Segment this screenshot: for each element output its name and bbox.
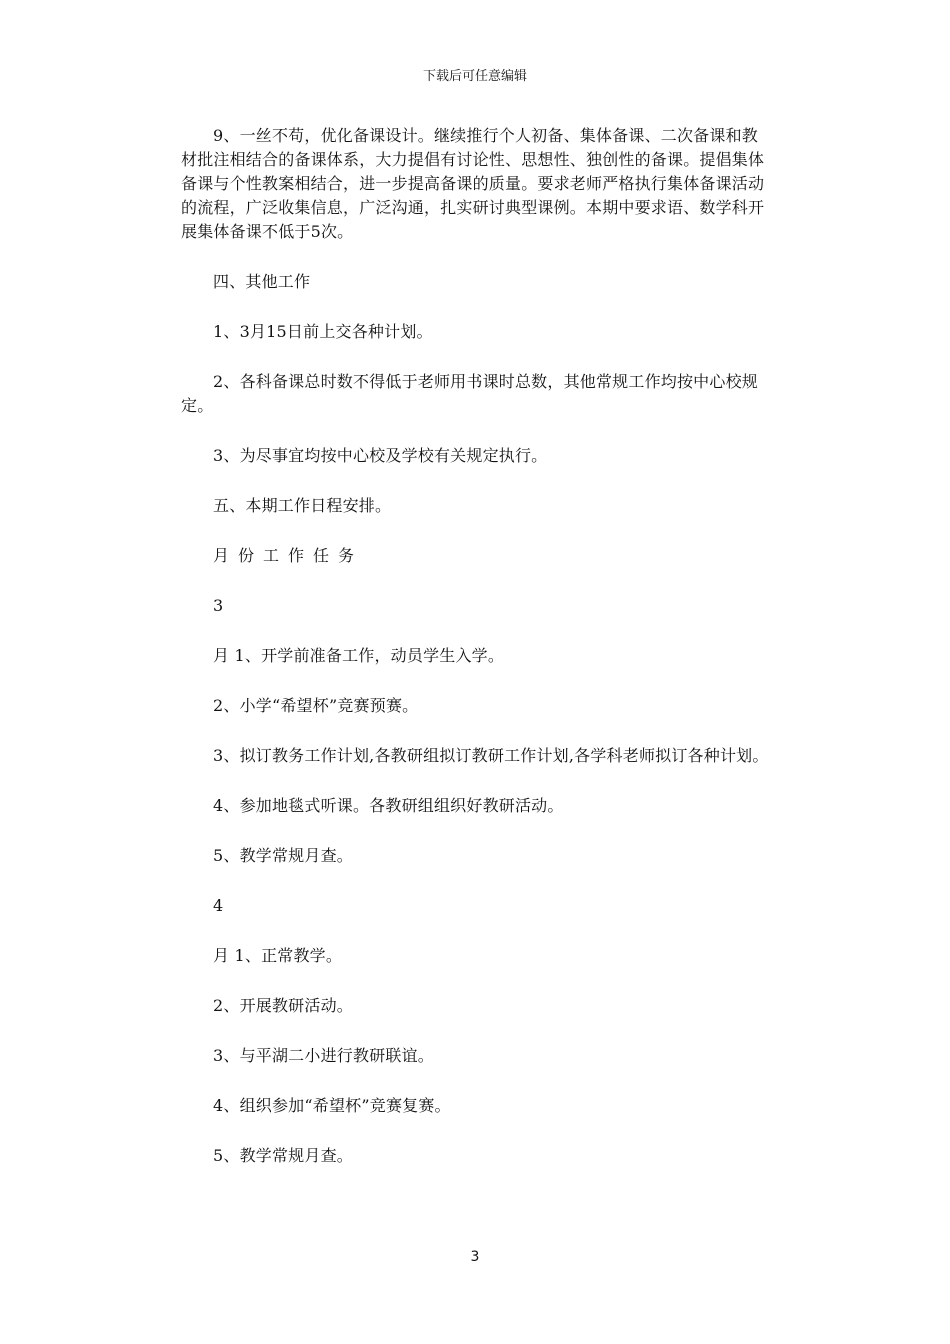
paragraph-item: 2、各科备课总时数不得低于老师用书课时总数，其他常规工作均按中心校规定。	[181, 372, 758, 415]
schedule-item: 月 1、开学前准备工作，动员学生入学。	[213, 646, 505, 665]
paragraph-lesson-prep: 9、一丝不苟，优化备课设计。继续推行个人初备、集体备课、二次备课和教材批注相结合的备课体系，大力提倡有讨论性、思想性、独创性的备课。提倡集体备课与个性教案相结合，进一步提高备课的质量。要求老师严格执行集体备课活动的流程，广泛收集信息，广泛沟通，扎实研讨典型课例。本期中要求语、数学科开展集体备课不低于5次。	[181, 126, 765, 241]
month-number: 3	[213, 596, 224, 615]
document-body	[181, 124, 773, 1194]
schedule-item: 4、参加地毯式听课。各教研组组织好教研活动。	[213, 796, 564, 815]
section-heading-schedule: 五、本期工作日程安排。	[213, 496, 392, 515]
schedule-item: 2、开展教研活动。	[213, 996, 353, 1015]
schedule-table-header: 月份工作任务	[213, 546, 364, 565]
schedule-item: 5、教学常规月查。	[213, 846, 353, 865]
paragraph-item: 3、为尽事宜均按中心校及学校有关规定执行。	[213, 446, 548, 465]
schedule-item: 月 1、正常教学。	[213, 946, 343, 965]
page-header: 下载后可任意编辑	[422, 69, 527, 84]
schedule-item: 3、拟订教务工作计划,各教研组拟订教研工作计划,各学科老师拟订各种计划。	[213, 746, 769, 765]
schedule-item: 2、小学“希望杯”竞赛预赛。	[213, 696, 419, 715]
schedule-item: 5、教学常规月查。	[213, 1146, 353, 1165]
month-number: 4	[213, 896, 224, 915]
schedule-item: 4、组织参加“希望杯”竞赛复赛。	[213, 1096, 451, 1115]
paragraph-item: 1、3月15日前上交各种计划。	[213, 322, 433, 341]
schedule-item: 3、与平湖二小进行教研联谊。	[213, 1046, 434, 1065]
page-number: 3	[470, 1249, 480, 1265]
section-heading-other-work: 四、其他工作	[213, 272, 311, 291]
